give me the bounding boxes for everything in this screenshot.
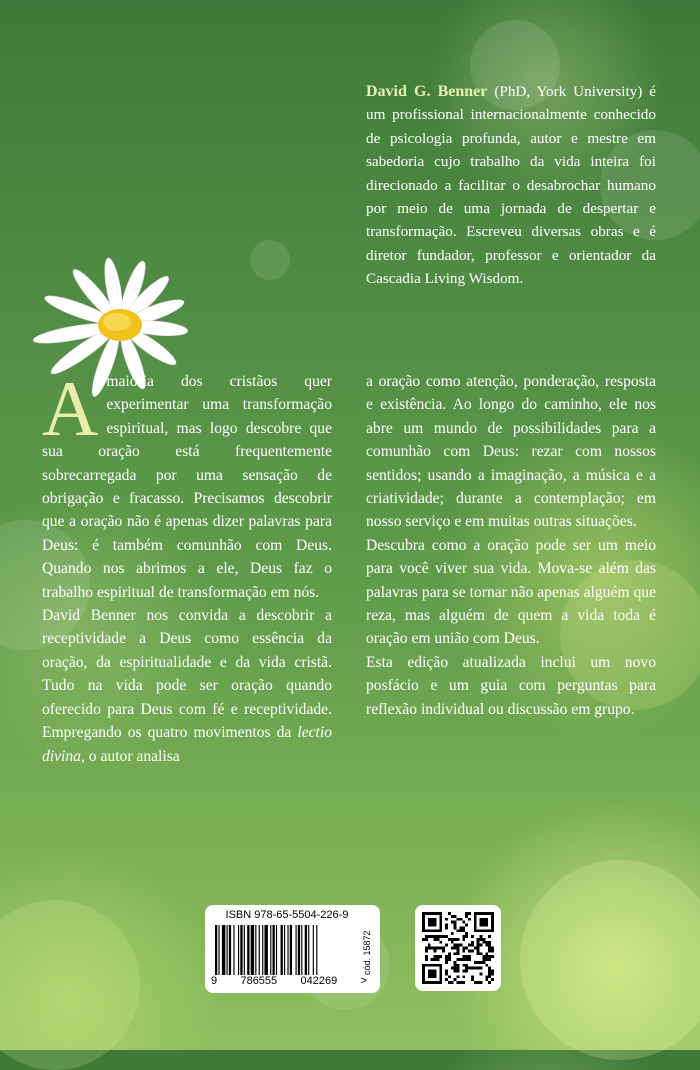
synopsis-paragraph-4: Esta edição atualizada inclui um novo posfácio e um guia com perguntas para reflexão individual ou discussão em grupo. bbox=[366, 653, 656, 718]
barcode-digit-first: 9 bbox=[211, 975, 218, 987]
lectio-divina-term: lectio divina bbox=[42, 724, 332, 765]
bokeh-light bbox=[0, 900, 140, 1070]
bokeh-light bbox=[520, 860, 700, 1060]
isbn-label: ISBN 978-65-5504-226-9 bbox=[225, 909, 349, 921]
isbn-barcode bbox=[205, 905, 380, 993]
author-bio-text: (PhD, York University) é um profissional internacionalmente conhecido de psicologia profunda, autor e mestre em sabedoria cujo trabalho da vida inteira foi direcionado a facilitar o desabrochar humano por meio de uma jornada de despertar e transformação. Escreveu diversas obras e é diretor fundador, professor e orientador da Cascadia Living Wisdom. bbox=[366, 83, 657, 288]
synopsis-left-column bbox=[42, 365, 332, 768]
qr-code-box bbox=[415, 905, 501, 991]
synopsis-paragraph-2 bbox=[42, 604, 332, 768]
bokeh-light bbox=[250, 240, 290, 280]
synopsis-paragraph-2-continued: a oração como atenção, ponderação, resposta e existência. Ao longo do caminho, ele nos abre um mundo de possibilidades para a comunhão com Deus: rezar com nossos sentidos; usando a imaginação, a música e a criatividade; durante a contemplação; em nosso serviço e em muitas outras situações. bbox=[366, 373, 656, 531]
synopsis-paragraph-2-text: David Benner nos convida a descobrir a receptividade a Deus como essência da oração, da espiritualidade e da vida cristã. Tudo na vida pode ser oração quando oferecido para Deus com fé e receptividade. Empregando os quatro movimentos da bbox=[42, 607, 332, 742]
author-name: David G. Benner bbox=[366, 83, 488, 100]
synopsis-paragraph-2-end: , o autor analisa bbox=[80, 747, 180, 765]
barcode-digit-group-2: 042269 bbox=[300, 975, 338, 987]
author-bio bbox=[366, 80, 656, 291]
synopsis-paragraph-1-text: maioria dos cristãos quer experimentar uma transformação espiritual, mas logo descobre que sua oração está frequentemente sobrecarregada por uma sensação de obrigação e fracasso. Precisamos descobrir que a oração não é apenas dizer palavras para Deus: é também comunhão com Deus. Quando nos abrimos a ele, Deus faz o trabalho espiritual de transformação em nós. bbox=[42, 373, 332, 601]
barcode-bars bbox=[215, 925, 363, 975]
synopsis-right-column bbox=[366, 370, 656, 721]
product-code: cód. 15872 bbox=[362, 930, 372, 976]
qr-code bbox=[422, 912, 494, 984]
drop-cap-letter: A bbox=[42, 365, 99, 452]
barcode-digit-end: > bbox=[360, 975, 367, 987]
barcode-digit-group-1: 786555 bbox=[240, 975, 278, 987]
synopsis-paragraph-3: Descubra como a oração pode ser um meio para você viver sua vida. Mova-se além das palavras para se tornar não apenas alguém que reza, mas alguém de quem a vida toda é oração em união com Deus. bbox=[366, 536, 656, 648]
barcode-digits bbox=[211, 975, 367, 987]
synopsis-paragraph-1 bbox=[42, 365, 332, 604]
